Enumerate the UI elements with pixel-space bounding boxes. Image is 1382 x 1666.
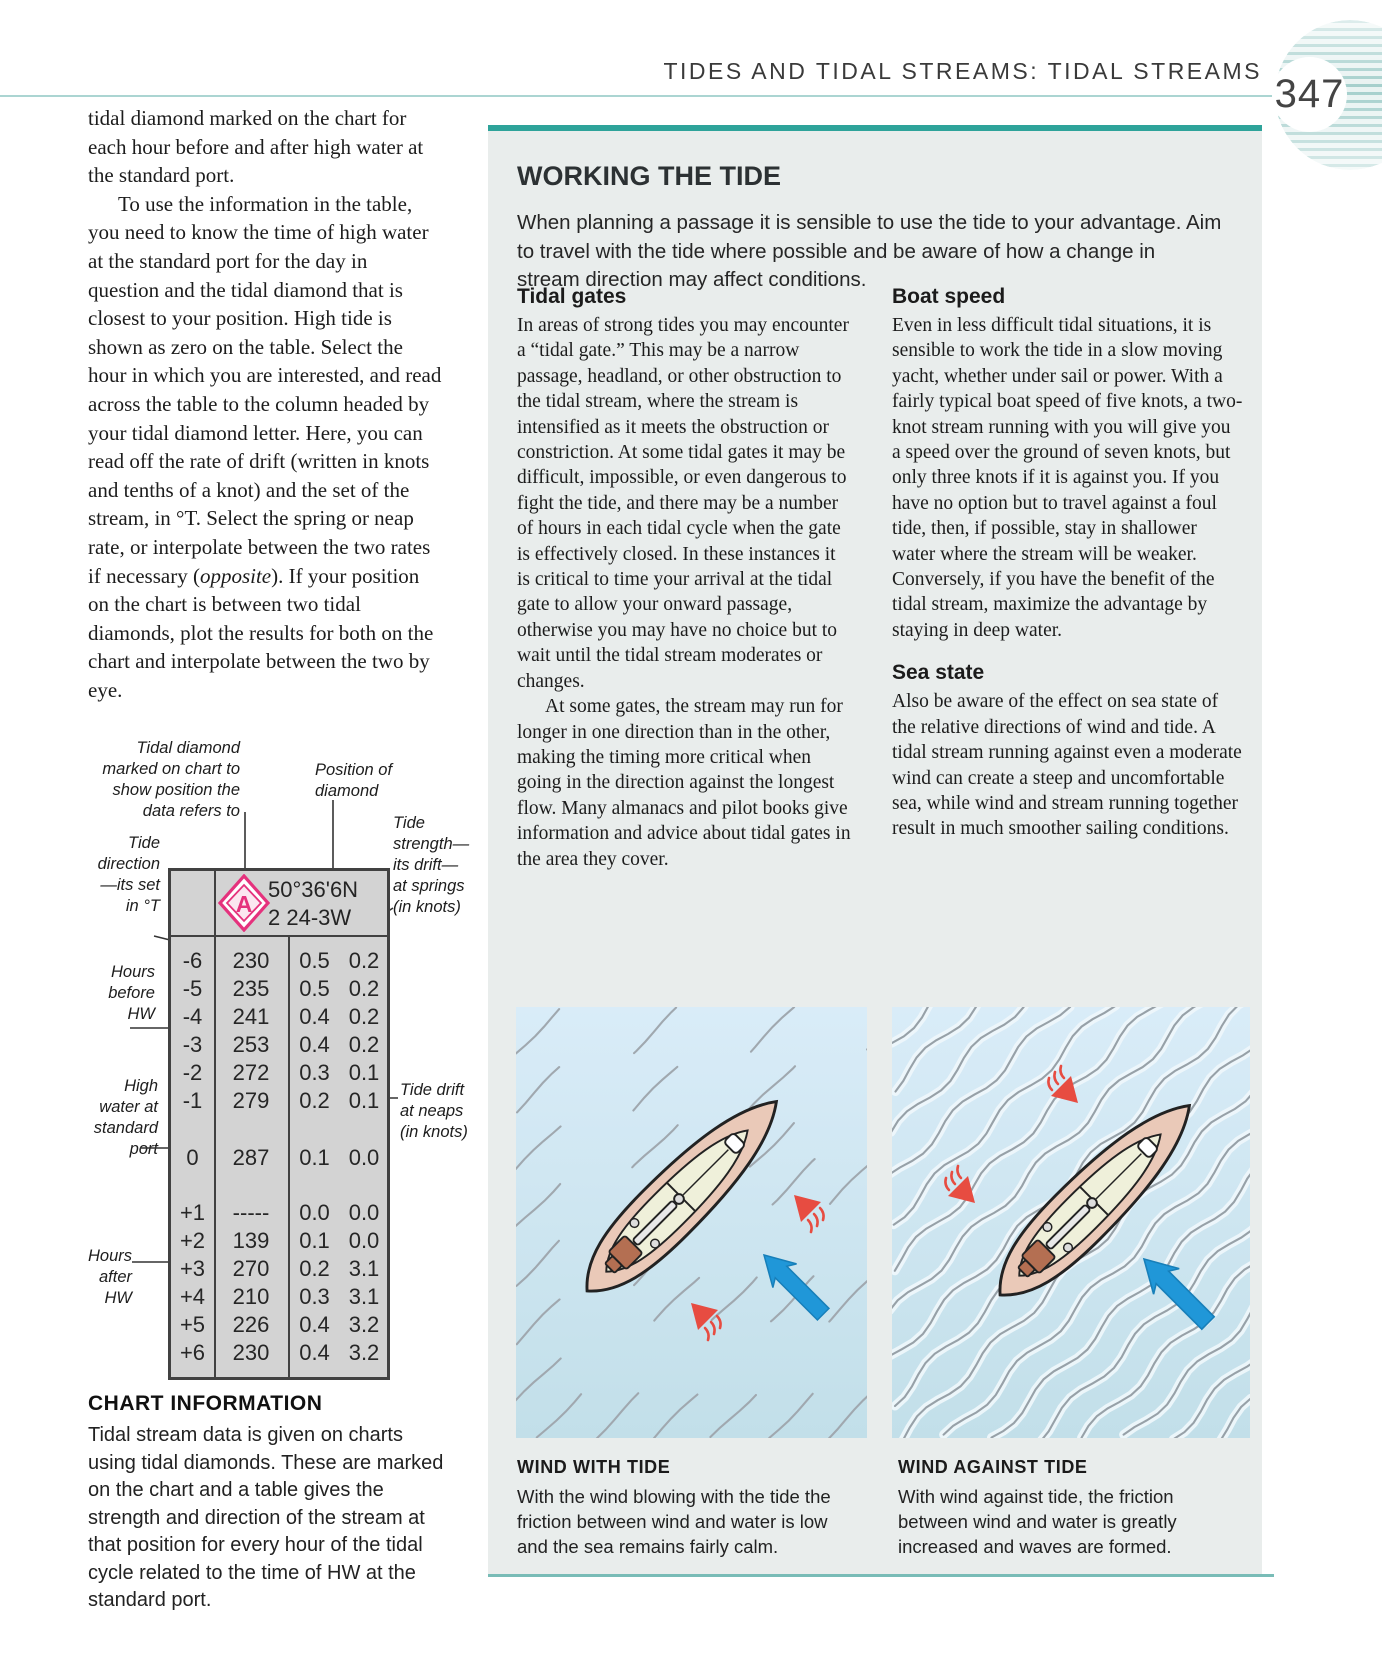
caption-body: With wind against tide, the friction between wind and water is greatly increased and waves are formed. [898,1486,1177,1557]
table-cell-hour: +3 [179,1256,206,1281]
tidal-gates-heading: Tidal gates [517,285,627,308]
paragraph-text: ). If your position on the chart is between two tidal diamonds, plot the results for both on the chart and interpolate between the two by eye. [88,563,434,702]
table-cell-hour: +1 [179,1200,206,1225]
wind-against-tide-illustration [892,1007,1250,1438]
table-cell-hour: -4 [182,1004,203,1029]
body-text-column [88,104,443,704]
chart-information-body: Tidal stream data is given on charts using tidal diamonds. These are marked on the chart and a table gives the strength and direction of the stream at that position for every hour of the tidal cycle related to the time of HW at the standard port. [88,1424,444,1611]
bottom-rule [488,1574,1274,1577]
table-cell-hour: -6 [182,948,203,973]
table-cell-springs: 0.4 [299,1312,330,1337]
table-row [171,975,387,1003]
box-teal-bar [488,125,1262,131]
chart-information-heading: CHART INFORMATION [88,1392,323,1415]
table-cell-springs: 0.2 [299,1256,330,1281]
position-latitude: 50°36'6N [268,877,359,902]
caption-wind-against-tide [898,1457,1228,1559]
annotation-position-of-diamond: Position of diamond [315,761,393,800]
table-cell-springs: 0.4 [299,1032,330,1057]
table-cell-neaps: 0.2 [348,976,380,1001]
table-cell-dir: 287 [232,1145,270,1170]
paragraph [88,190,443,705]
table-row [171,1059,387,1087]
table-cell-neaps: 0.0 [348,1228,380,1253]
table-cell-dir: 253 [232,1032,270,1057]
table-row [171,947,387,975]
table-row [171,1283,387,1311]
table-cell-neaps: 0.2 [348,1004,380,1029]
caption-body: With the wind blowing with the tide the friction between wind and water is low and the sea remains fairly calm. [517,1486,831,1557]
table-row [171,1087,387,1115]
table-cell-neaps: 3.2 [348,1312,380,1337]
wind-with-tide-illustration [516,1007,867,1438]
table-row [171,1311,387,1339]
caption-heading: WIND AGAINST TIDE [898,1457,1088,1477]
table-cell-dir: 235 [232,976,270,1001]
table-cell-hour: -3 [182,1032,203,1057]
table-cell-hour: 0 [186,1145,199,1170]
italic-text: opposite [199,563,272,588]
tidal-diamond-table [168,868,390,1380]
table-cell-neaps: 3.1 [348,1284,380,1309]
caption-wind-with-tide [517,1457,835,1559]
table-cell-hour: -2 [182,1060,203,1085]
working-the-tide-box [488,125,1262,1574]
table-cell-neaps: 0.2 [348,948,380,973]
annotation-neap-drift: Tide drift at neaps (in knots) [400,1081,468,1141]
table-cell-dir: 279 [232,1088,270,1113]
table-row [171,1031,387,1059]
table-row [171,1255,387,1283]
table-cell-dir: 230 [232,1340,270,1365]
table-cell-neaps: 0.1 [348,1060,380,1085]
table-cell-neaps: 3.1 [348,1256,380,1281]
box-column-right [892,285,1244,842]
table-cell-dir: 241 [232,1004,270,1029]
chart-information [88,1392,456,1615]
table-cell-dir: ----- [232,1200,270,1225]
table-cell-springs: 0.5 [299,948,330,973]
table-cell-neaps: 0.0 [348,1200,380,1225]
table-cell-dir: 139 [232,1228,270,1253]
table-row [171,1339,387,1367]
boat-speed-heading: Boat speed [892,285,1006,308]
table-cell-springs: 0.2 [299,1088,330,1113]
box-title: WORKING THE TIDE [517,161,781,191]
sea-state-para: Also be aware of the effect on sea state of the relative directions of wind and tide. A tidal stream running against even a moderate wind can create a steep and uncomfortable sea, while wind and stream running together result in much smoother sailing conditions. [892,691,1242,840]
table-cell-dir: 230 [232,948,270,973]
annotation-hours-after-hw: Hours after HW [88,1247,133,1307]
table-cell-hour: +6 [179,1340,206,1365]
annotation-tidal-diamond: Tidal diamond marked on chart to show position the data refers to [102,739,240,820]
table-cell-neaps: 0.0 [348,1145,380,1170]
table-cell-hour: +4 [179,1284,206,1309]
table-cell-springs: 0.3 [299,1284,330,1309]
diamond-position [268,876,358,932]
table-cell-hour: +5 [179,1312,206,1337]
table-cell-hour: -5 [182,976,203,1001]
annotation-high-water: High water at standard port [93,1077,158,1158]
table-cell-springs: 0.0 [299,1200,330,1225]
annotation-hours-before-hw: Hours before HW [108,963,155,1023]
table-cell-dir: 210 [232,1284,270,1309]
sea-state-heading: Sea state [892,661,985,685]
running-head: TIDES AND TIDAL STREAMS: TIDAL STREAMS [663,58,1262,84]
paragraph-text: To use the information in the table, you need to know the time of high water at the standard port for the day in question and the tidal diamond that is closest to your position. High tide is shown as zero on the table. Select the hour in which you are interested, and read across the table to the column headed by your tidal diamond letter. Here, you can read off the rate of drift (written in knots and tenths of a knot) and the set of the stream, in °T. Select the spring or neap rate, or interpolate between the two rates if necessary ( [88,191,442,588]
annotation-tide-strength: Tide strength— its drift— at springs (in knots) [393,814,470,916]
table-cell-hour: -1 [182,1088,203,1113]
table-cell-neaps: 3.2 [348,1340,380,1365]
table-cell-dir: 226 [232,1312,270,1337]
diamond-letter: A [235,891,253,917]
table-cell-springs: 0.1 [299,1228,330,1253]
tidal-diamond-symbol [217,874,271,932]
table-cell-neaps: 0.1 [348,1088,380,1113]
page-number-circle [1272,57,1347,132]
tidal-gates-para1: In areas of strong tides you may encounter a “tidal gate.” This may be a narrow passage, headland, or other obstruction to the tidal stream, where the stream is intensified as it meets the obstruction or constriction. At some tidal gates it may be difficult, impossible, or even dangerous to fight the tide, and there may be a number of hours in each tidal cycle when the gate is effectively closed. In these instances it is critical to time your arrival at the tidal gate to allow your onward passage, otherwise you may have no choice but to wait until the tidal stream moderates or changes. [517,315,849,692]
box-intro: When planning a passage it is sensible to use the tide to your advantage. Aim to travel with the tide where possible and be aware of how a change in stream direction may affect conditions. [517,211,1222,291]
table-cell-springs: 0.1 [299,1145,330,1170]
table-cell-neaps: 0.2 [348,1032,380,1057]
table-cell-springs: 0.4 [299,1004,330,1029]
annotation-tide-direction: Tide direction —its set in °T [97,834,160,915]
tidal-table-rows [171,937,387,1367]
table-cell-dir: 272 [232,1060,270,1085]
header-rule [0,95,1272,97]
table-cell-hour: +2 [179,1228,206,1253]
table-cell-springs: 0.3 [299,1060,330,1085]
table-row [171,1227,387,1255]
table-row [171,1199,387,1227]
page-number: 347 [1274,72,1345,116]
table-cell-springs: 0.5 [299,976,330,1001]
position-longitude: 2 24-3W [268,905,352,930]
tidal-gates-para2: At some gates, the stream may run for longer in one direction than in the other, making the timing more critical when going in the direction against the longest flow. Many almanacs and pilot books give information and advice about tidal gates in the area they cover. [517,696,851,870]
boat-speed-para: Even in less difficult tidal situations, it is sensible to work the tide in a slow moving yacht, whether under sail or power. With a fairly typical boat speed of five knots, a two-knot stream running with you will give you a speed over the ground of seven knots, but only three knots if it is against you. If you have no option but to travel against a foul tide, then, if possible, stay in shallower water where the stream will be weaker. Conversely, if you have the benefit of the tidal stream, maximize the advantage by staying in deep water. [892,315,1243,641]
table-row [171,1003,387,1031]
table-cell-dir: 270 [232,1256,270,1281]
box-column-left [517,285,851,872]
table-row [171,1144,387,1172]
paragraph: tidal diamond marked on the chart for each hour before and after high water at the standard port. [88,106,424,188]
caption-heading: WIND WITH TIDE [517,1457,671,1477]
table-cell-springs: 0.4 [299,1340,330,1365]
